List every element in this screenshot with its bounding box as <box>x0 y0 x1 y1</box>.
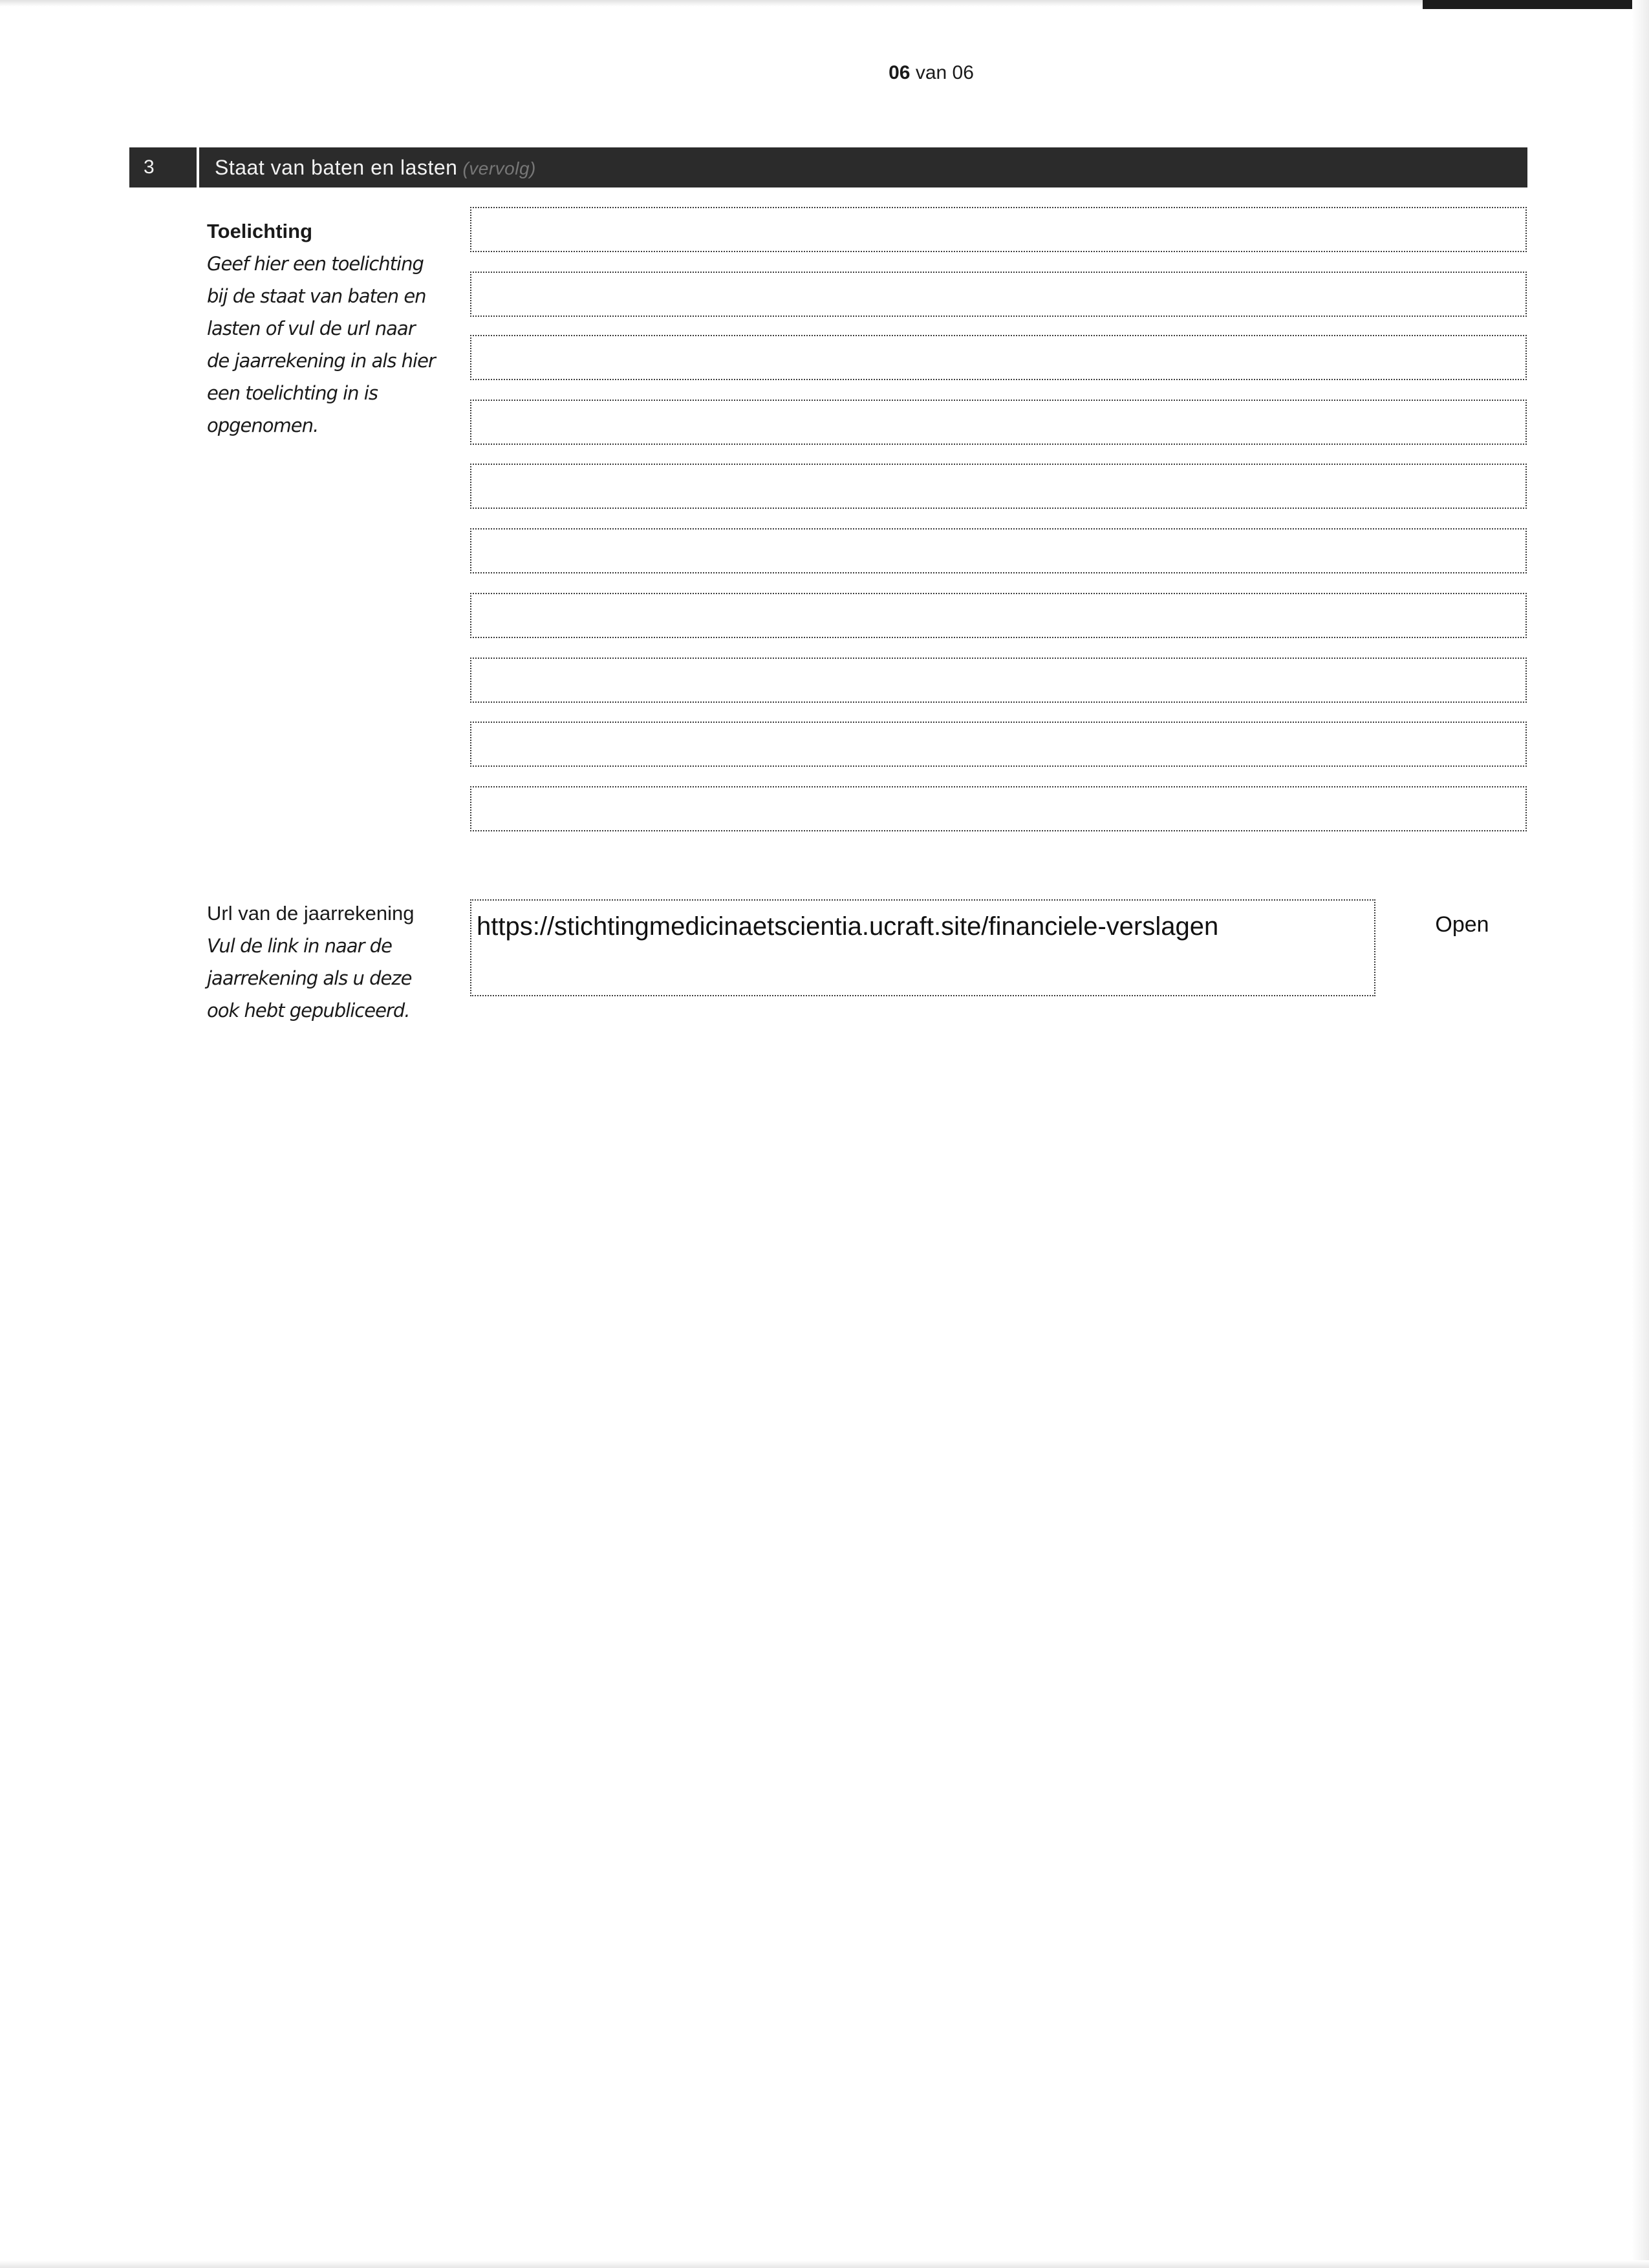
toelichting-help-line: de jaarrekening in als hier <box>207 350 435 372</box>
scan-bottom-edge <box>0 2260 1649 2268</box>
toelichting-label <box>207 215 453 442</box>
toelichting-input-line-9[interactable] <box>470 722 1527 767</box>
current-page: 06 <box>889 62 911 83</box>
section-subtitle: (vervolg) <box>462 158 536 178</box>
jaarrekening-url-input[interactable]: https://stichtingmedicinaetscientia.ucraft.site/financiele-verslagen <box>470 899 1375 996</box>
url-help-line: Vul de link in naar de <box>207 935 392 957</box>
url-label <box>207 897 453 1027</box>
toelichting-help-line: opgenomen. <box>207 414 319 436</box>
section-header <box>129 147 1527 187</box>
section-title-text: Staat van baten en lasten <box>215 156 458 179</box>
total-pages: 06 <box>952 62 974 83</box>
toelichting-input-line-3[interactable] <box>470 335 1527 380</box>
toelichting-help-line: Geef hier een toelichting <box>207 253 424 275</box>
toelichting-title: Toelichting <box>207 220 313 242</box>
toelichting-input-line-8[interactable] <box>470 658 1527 703</box>
scan-right-edge <box>1632 0 1649 2268</box>
open-url-button[interactable]: Open <box>1435 912 1489 937</box>
page-of-label: van <box>915 62 947 83</box>
toelichting-input-line-2[interactable] <box>470 272 1527 317</box>
url-help-line: ook hebt gepubliceerd. <box>207 1000 410 1022</box>
toelichting-help-line: lasten of vul de url naar <box>207 317 415 339</box>
toelichting-input-line-10[interactable] <box>470 786 1527 831</box>
toelichting-help-line: een toelichting in is <box>207 382 378 404</box>
url-help-line: jaarrekening als u deze <box>207 967 412 989</box>
section-title <box>215 147 536 187</box>
toelichting-input-line-1[interactable] <box>470 207 1527 252</box>
url-title: Url van de jaarrekening <box>207 902 415 925</box>
toelichting-input-line-6[interactable] <box>470 528 1527 573</box>
toelichting-input-line-7[interactable] <box>470 593 1527 638</box>
toelichting-input-line-5[interactable] <box>470 464 1527 509</box>
section-number: 3 <box>129 147 199 187</box>
scan-top-edge <box>0 0 1649 6</box>
toelichting-input-line-4[interactable] <box>470 400 1527 445</box>
page-number <box>841 62 1022 84</box>
scan-corner-mark <box>1423 0 1649 9</box>
toelichting-help-line: bij de staat van baten en <box>207 285 426 307</box>
